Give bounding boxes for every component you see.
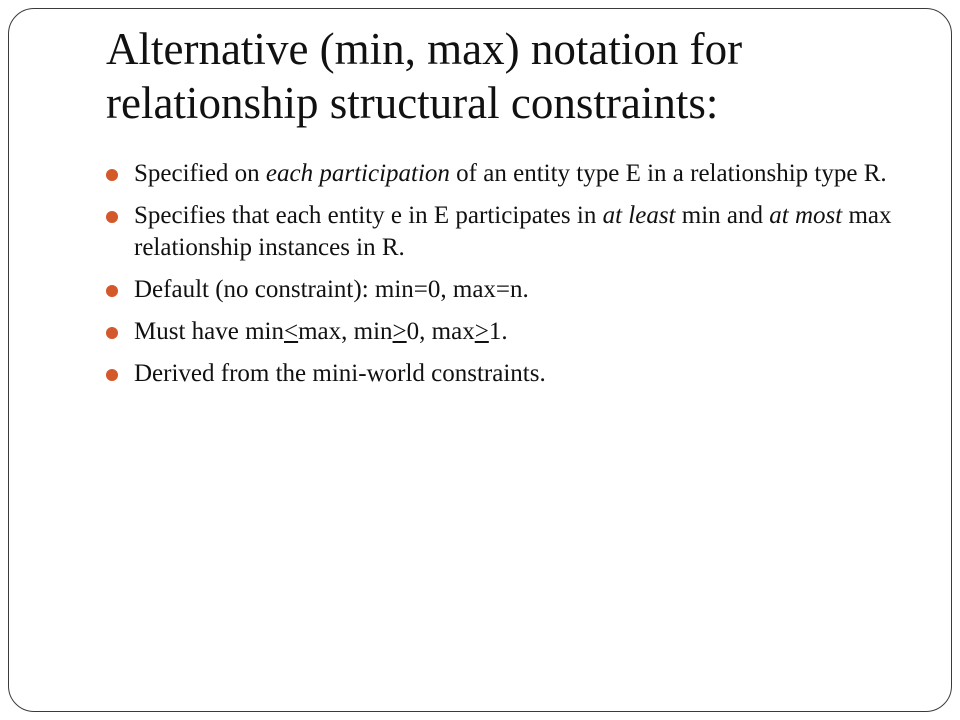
bullet-text-segment: min and [675,202,770,229]
bullet-text-segment: max, min [298,318,393,345]
bullet-text-segment: > [474,318,489,345]
bullet-item [104,358,916,390]
bullet-text-segment: Default (no constraint): min=0, max=n. [134,276,529,303]
slide-title: Alternative (min, max) notation for relationship structural constraints: [106,24,743,128]
bullet-text-segment: > [392,318,407,345]
bullet-text-segment: of an entity type E in a relationship type R. [449,160,887,187]
bullet-text-segment: Must have min [134,318,284,345]
bullet-dot-icon [106,327,118,339]
bullet-text-segment: at least [602,202,676,229]
bullet-dot-icon [106,211,118,223]
bullet-text-segment: Specified on [134,160,266,187]
bullet-list [104,158,916,400]
bullet-dot-icon [106,285,118,297]
bullet-item [104,200,916,264]
bullet-text-segment: each participation [265,160,450,187]
bullet-dot-icon [106,169,118,181]
bullet-item [104,274,916,306]
bullet-text-segment: Specifies that each entity e in E participates in [134,202,603,229]
bullet-item [104,158,916,190]
bullet-item [104,316,916,348]
bullet-text-segment: Derived from the mini-world constraints. [134,360,546,387]
bullet-text-segment: 0, max [406,318,475,345]
bullet-text-segment: < [284,318,299,345]
bullet-dot-icon [106,369,118,381]
bullet-text-segment: 1. [488,318,508,345]
bullet-text-segment: at most [769,202,843,229]
bullet-text-segment: max relationship instances in R. [134,202,892,261]
